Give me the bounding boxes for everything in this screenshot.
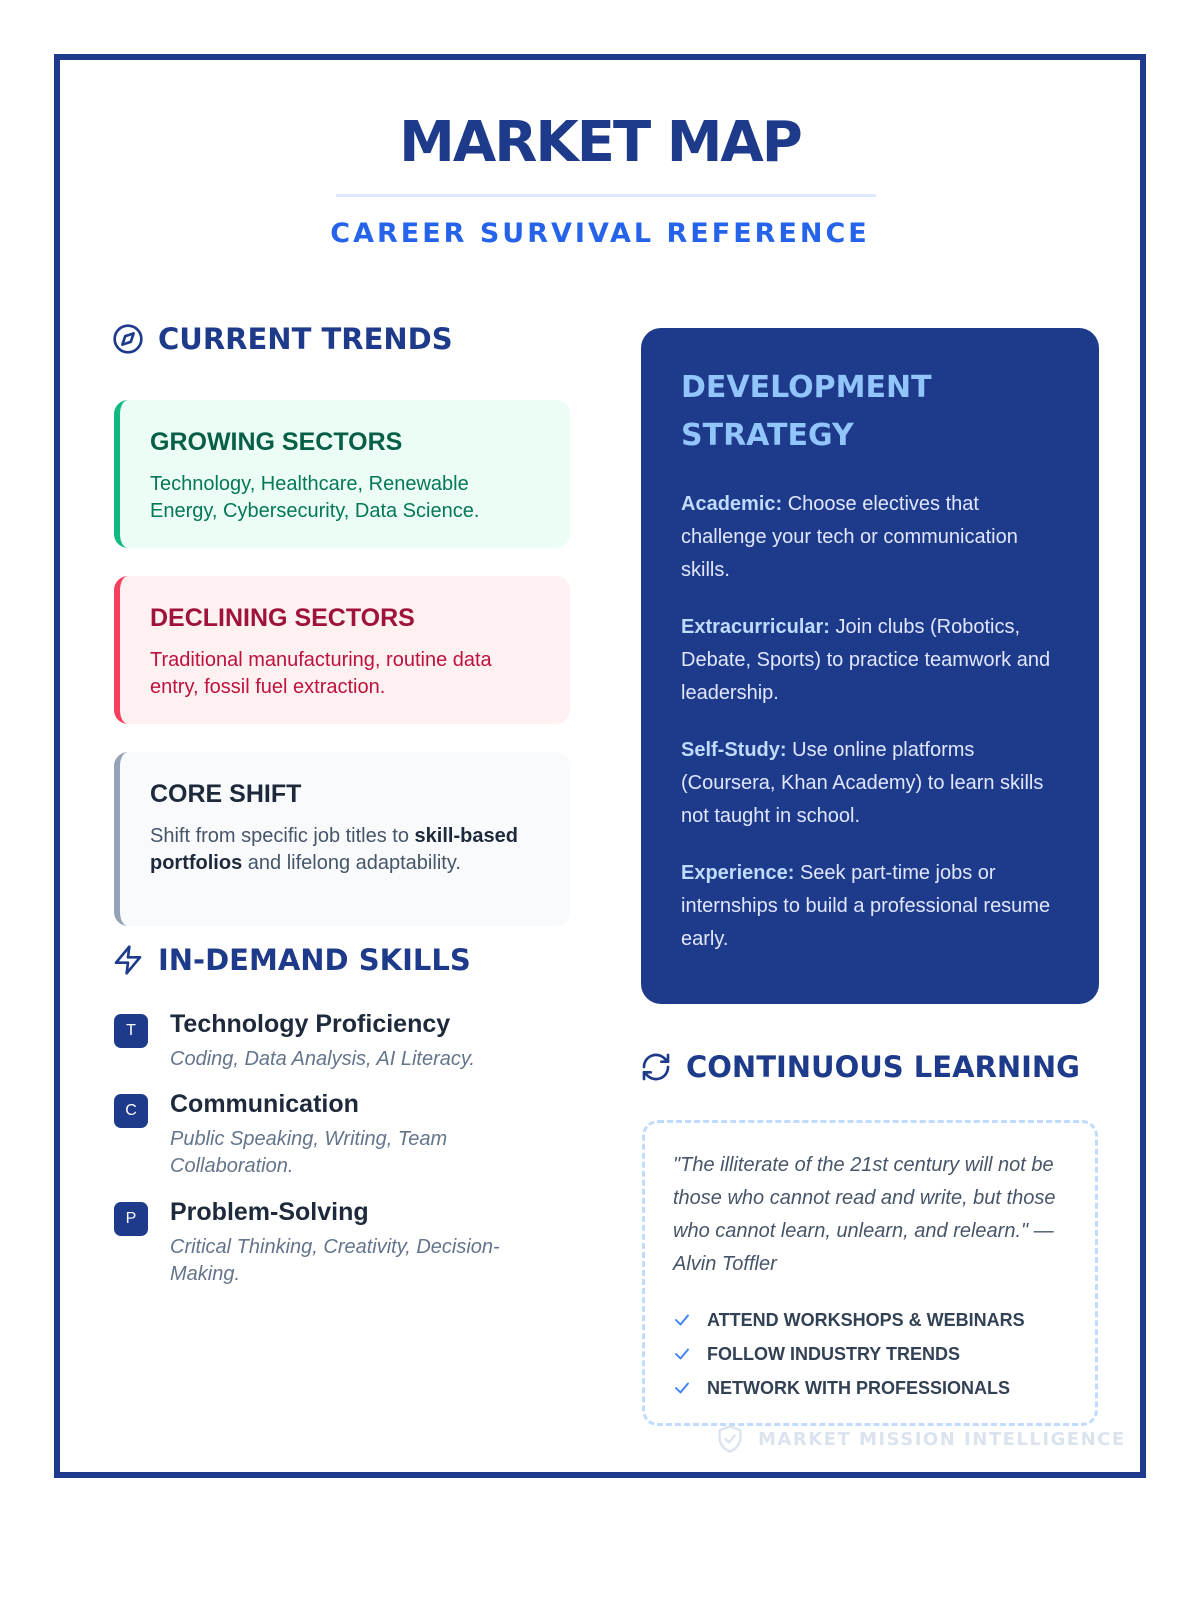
current-trends-heading	[112, 322, 453, 356]
refresh-icon	[640, 1051, 672, 1083]
check-icon	[673, 1345, 691, 1363]
skill-desc: Critical Thinking, Creativity, Decision-Making.	[170, 1236, 500, 1285]
current-trends-title: CURRENT TRENDS	[158, 322, 453, 356]
continuous-learning-heading	[640, 1050, 1080, 1084]
skill-name: Problem-Solving	[170, 1198, 369, 1226]
watermark-text: MARKET MISSION INTELLIGENCE	[758, 1428, 1126, 1450]
core-shift-text	[150, 823, 540, 877]
lightning-icon	[112, 944, 144, 976]
skill-name: Technology Proficiency	[170, 1010, 451, 1038]
strategy-item	[681, 734, 1059, 833]
checklist-item	[673, 1371, 1067, 1405]
strategy-text: Choose electives that challenge your tech or communication skills.	[681, 493, 1018, 581]
continuous-learning-title: CONTINUOUS LEARNING	[686, 1050, 1080, 1084]
declining-sectors-text: Traditional manufacturing, routine data entry, fossil fuel extraction.	[150, 649, 492, 698]
in-demand-skills-title: IN-DEMAND SKILLS	[158, 943, 471, 977]
strategy-label: Self-Study:	[681, 739, 787, 761]
core-shift-title: CORE SHIFT	[150, 780, 302, 808]
core-shift-card	[114, 752, 570, 926]
strategy-text: Use online platforms (Coursera, Khan Academy) to learn skills not taught in school.	[681, 739, 1044, 827]
checklist-item	[673, 1337, 1067, 1371]
shield-check-icon	[716, 1424, 744, 1454]
skill-badge: P	[114, 1202, 148, 1236]
declining-sectors-card	[114, 576, 570, 724]
page-subtitle: CAREER SURVIVAL REFERENCE	[330, 218, 870, 249]
checklist-item	[673, 1303, 1067, 1337]
continuous-learning-box	[642, 1120, 1098, 1426]
checklist-text: NETWORK WITH PROFESSIONALS	[707, 1377, 1010, 1398]
growing-sectors-text: Technology, Healthcare, Renewable Energy, Cybersecurity, Data Science.	[150, 473, 480, 522]
checklist-text: FOLLOW INDUSTRY TRENDS	[707, 1343, 960, 1364]
compass-icon	[112, 323, 144, 355]
skill-name: Communication	[170, 1090, 359, 1118]
check-icon	[673, 1311, 691, 1329]
in-demand-skills-heading	[112, 943, 471, 977]
title-divider	[336, 194, 876, 197]
skill-badge: C	[114, 1094, 148, 1128]
strategy-text: Seek part-time jobs or internships to build a professional resume early.	[681, 862, 1051, 950]
development-strategy-title-line1: DEVELOPMENT	[681, 370, 932, 405]
development-strategy-title	[681, 364, 1059, 460]
growing-sectors-card	[114, 400, 570, 548]
strategy-item	[681, 857, 1059, 956]
page-title: MARKET MAP	[399, 110, 801, 175]
strategy-text: Join clubs (Robotics, Debate, Sports) to practice teamwork and leadership.	[681, 616, 1051, 704]
development-strategy-panel	[641, 328, 1099, 1004]
strategy-label: Academic:	[681, 493, 783, 515]
learning-checklist	[673, 1303, 1067, 1405]
watermark	[716, 1424, 1126, 1454]
skill-desc: Public Speaking, Writing, Team Collaboration.	[170, 1128, 448, 1177]
strategy-label: Experience:	[681, 862, 795, 884]
strategy-item	[681, 488, 1059, 587]
declining-sectors-title: DECLINING SECTORS	[150, 604, 415, 632]
growing-sectors-title: GROWING SECTORS	[150, 428, 403, 456]
core-shift-text-bold: skill-based portfolios	[150, 825, 518, 874]
strategy-label: Extracurricular:	[681, 616, 830, 638]
core-shift-text-before: Shift from specific job titles to	[150, 825, 415, 847]
check-icon	[673, 1379, 691, 1397]
core-shift-text-after: and lifelong adaptability.	[242, 852, 461, 874]
skill-badge: T	[114, 1014, 148, 1048]
toffler-quote: "The illiterate of the 21st century will not be those who cannot read and write, but those who cannot learn, unlearn, and relearn." — Alvin Toffler	[673, 1154, 1056, 1275]
skill-desc: Coding, Data Analysis, AI Literacy.	[170, 1048, 475, 1070]
checklist-text: ATTEND WORKSHOPS & WEBINARS	[707, 1309, 1025, 1330]
development-strategy-title-line2: STRATEGY	[681, 418, 854, 453]
strategy-item	[681, 611, 1059, 710]
